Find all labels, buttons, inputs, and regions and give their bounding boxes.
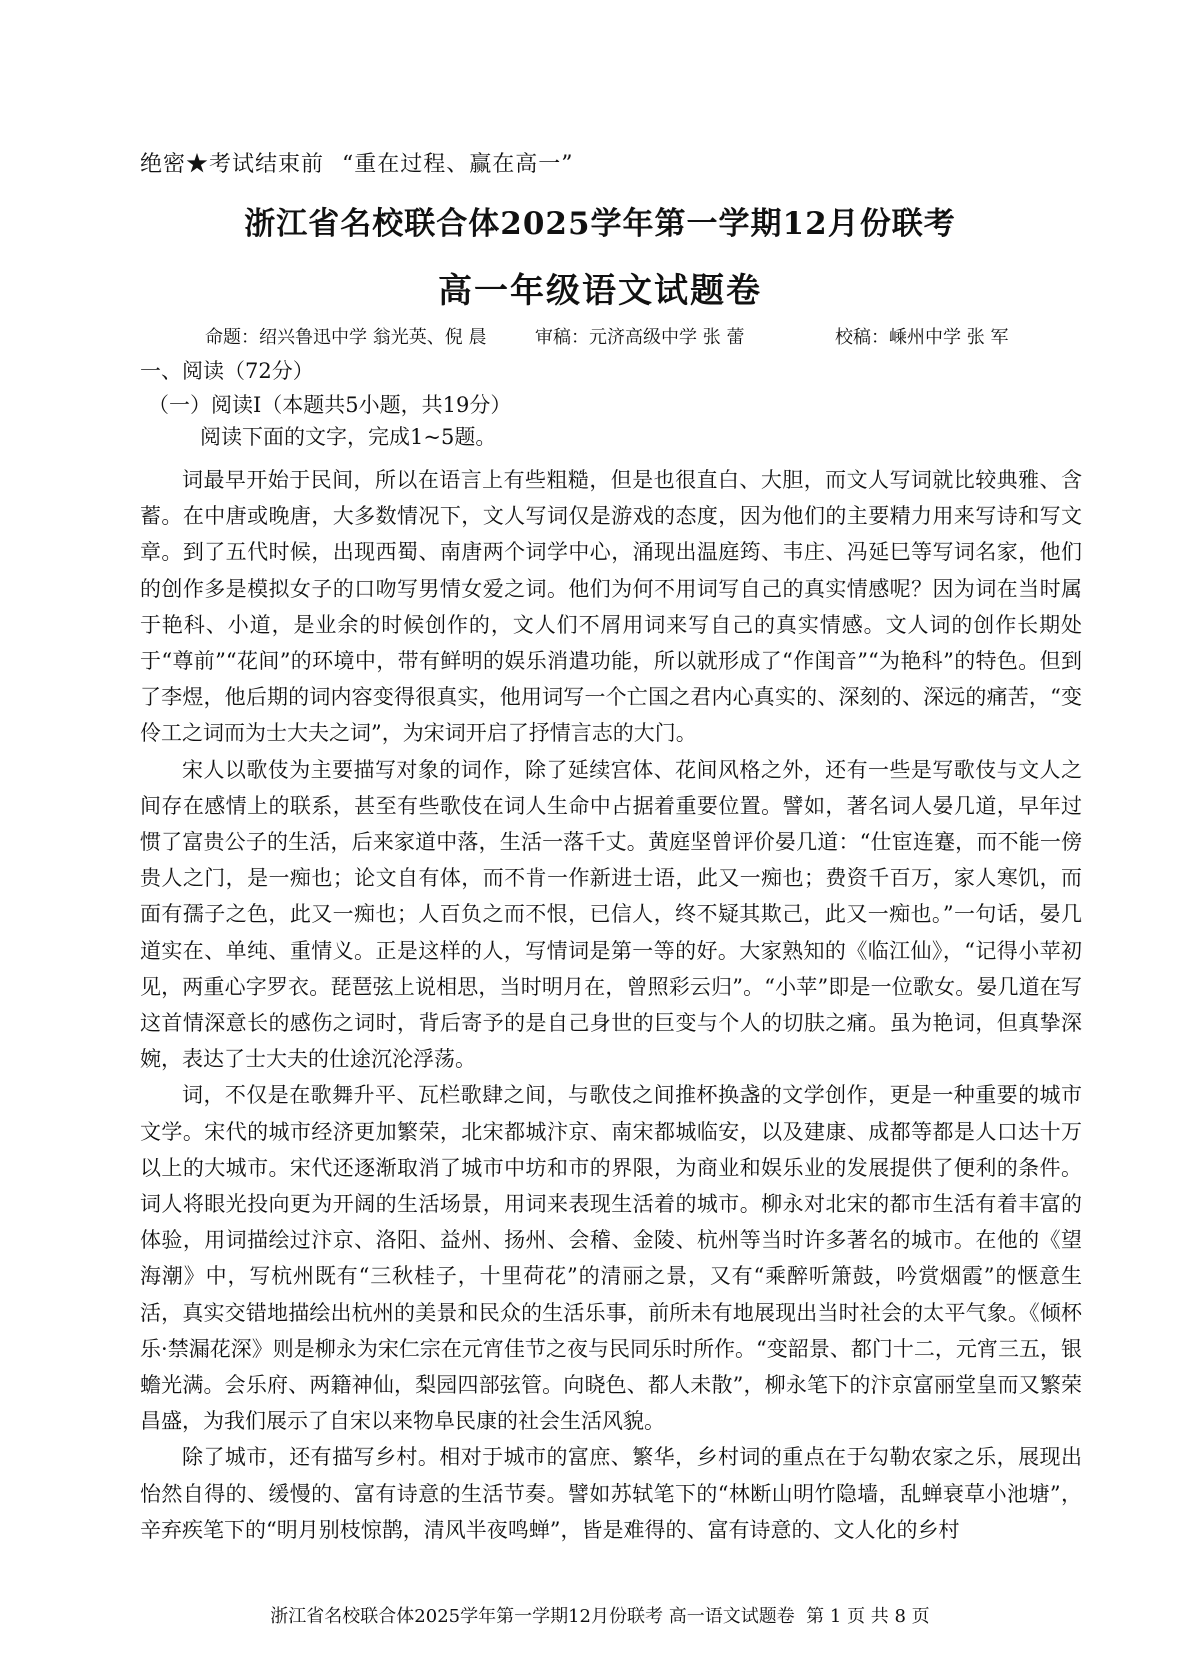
paragraph: 宋人以歌伎为主要描写对象的词作，除了延续宫体、花间风格之外，还有一些是写歌伎与文人之间存在感情上的联系，甚至有些歌伎在词人生命中占据着重要位置。譬如，著名词人晏几道，早年过惯了富贵公子的生活，后来家道中落，生活一落千丈。黄庭坚曾评价晏几道：“仕宦连蹇，而不能一傍贵人之门，是一痴也；论文自有体，而不肯一作新进士语，此又一痴也；费资千百万，家人寒饥，而面有孺子之色，此又一痴也；人百负之而不恨，已信人，终不疑其欺己，此又一痴也。”一句话，晏几道实在、单纯、重情义。正是这样的人，写情词是第一等的好。大家熟知的《临江仙》，“记得小苹初见，两重心字罗衣。琵琶弦上说相思，当时明月在，曾照彩云归”。“小苹”即是一位歌女。晏几道在写这首情深意长的感伤之词时，背后寄予的是自己身世的巨变与个人的切肤之痛。虽为艳词，但真挚深婉，表达了士大夫的仕途沉沦浮荡。 — [140, 757, 1082, 1072]
part-title: （一）阅读Ⅰ（本题共5小题，共19分） — [148, 393, 512, 417]
header-line — [140, 147, 574, 178]
paragraph: 词，不仅是在歌舞升平、瓦栏歌肆之间，与歌伎之间推杯换盏的文学创作，更是一种重要的城市文学。宋代的城市经济更加繁荣，北宋都城汴京、南宋都城临安，以及建康、成都等都是人口达十万以上的大城市。宋代还逐渐取消了城市中坊和市的界限，为商业和娱乐业的发展提供了便利的条件。词人将眼光投向更为开阔的生活场景，用词来表现生活着的城市。柳永对北宋的都市生活有着丰富的体验，用词描绘过汴京、洛阳、益州、扬州、会稽、金陵、杭州等当时许多著名的城市。在他的《望海潮》中，写杭州既有“三秋桂子，十里荷花”的清丽之景，又有“乘醉听箫鼓，吟赏烟霞”的惬意生活，真实交错地描绘出杭州的美景和民众的生活乐事，前所未有地展现出当时社会的太平气象。《倾杯乐·禁漏花深》则是柳永为宋仁宗在元宵佳节之夜与民同乐时所作。“变韶景、都门十二，元宵三五，银蟾光满。会乐府、两籍神仙，梨园四部弦管。向晓色、都人未散”，柳永笔下的汴京富丽堂皇而又繁荣昌盛，为我们展示了自宋以来物阜民康的社会生活风貌。 — [140, 1083, 1082, 1434]
paragraph: 词最早开始于民间，所以在语言上有些粗糙，但是也很直白、大胆，而文人写词就比较典雅、含蓄。在中唐或晚唐，大多数情况下，文人写词仅是游戏的态度，因为他们的主要精力用来写诗和写文章。到了五代时候，出现西蜀、南唐两个词学中心，涌现出温庭筠、韦庄、冯延巳等写词名家，他们的创作多是模拟女子的口吻写男情女爱之词。他们为何不用词写自己的真实情感呢？因为词在当时属于艳科、小道，是业余的时候创作的，文人们不屑用词来写自己的真实情感。文人词的创作长期处于“尊前”“花间”的环境中，带有鲜明的娱乐消遣功能，所以就形成了“作闺音”“为艳科”的特色。但到了李煜，他后期的词内容变得很真实，他用词写一个亡国之君内心真实的、深刻的、深远的痛苦，“变伶工之词而为士大夫之词”，为宋词开启了抒情言志的大门。 — [140, 468, 1082, 746]
credit-proofreader: 校稿：嵊州中学 张 军 — [835, 327, 1009, 348]
page-footer: 浙江省名校联合体2025学年第一学期12月份联考 高一语文试题卷 第 1 页 共 8 页 — [270, 1606, 930, 1627]
paragraph: 除了城市，还有描写乡村。相对于城市的富庶、繁华，乡村词的重点在于勾勒农家之乐，展现出怡然自得的、缓慢的、富有诗意的生活节奏。譬如苏轼笔下的“林断山明竹隐墙，乱蝉衰草小池塘”，辛弃疾笔下的“明月别枝惊鹊，清风半夜鸣蝉”，皆是难得的、富有诗意的、文人化的乡村 — [140, 1445, 1082, 1542]
exam-subtitle: 高一年级语文试题卷 — [438, 271, 762, 311]
credits-line — [205, 323, 1105, 349]
confidential-label: 绝密★考试结束前 — [140, 152, 325, 177]
exam-title: 浙江省名校联合体2025学年第一学期12月份联考 — [244, 206, 956, 242]
reading-passage — [140, 462, 1082, 1548]
credit-reviewer: 审稿：元济高级中学 张 蕾 — [535, 327, 745, 348]
section-title: 一、阅读（72分） — [140, 359, 314, 383]
instruction: 阅读下面的文字，完成1~5题。 — [200, 425, 497, 449]
credit-author: 命题：绍兴鲁迅中学 翁光英、倪 晨 — [205, 327, 487, 348]
slogan: “重在过程、赢在高一” — [342, 152, 574, 177]
